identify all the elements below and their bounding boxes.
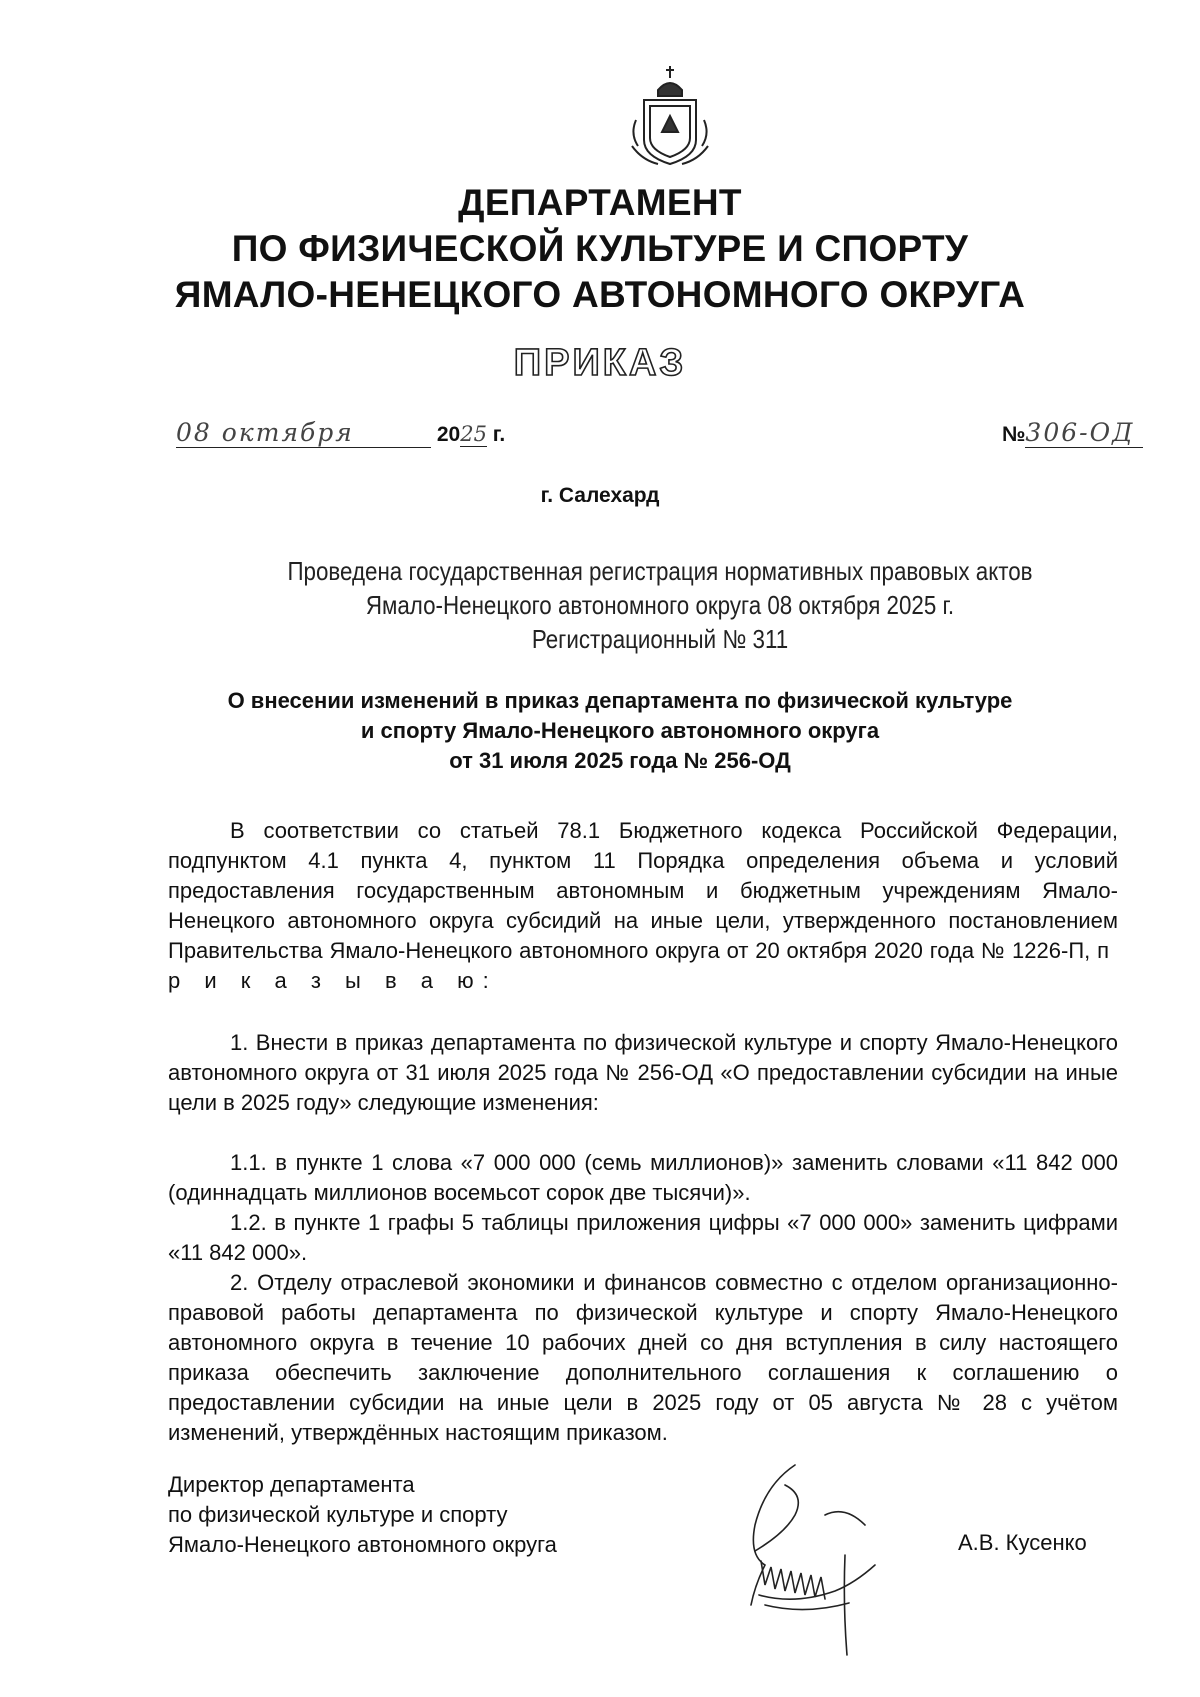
order-year-prefix: 20 [436,423,461,446]
order-date-line [176,418,505,448]
department-title-line-1: ДЕПАРТАМЕНТ [458,182,742,223]
order-number-handwritten: 306-ОД [1025,418,1143,448]
city-name: г. Салехард [540,484,660,507]
preamble-paragraph [168,816,1118,996]
item-1-paragraph: 1. Внести в приказ департамента по физической культуре и спорту Ямало-Ненецкого автономного округа от 31 июля 2025 года № 256-ОД «О предоставлении субсидии на иные цели в 2025 году» следующие изменения: [168,1030,1118,1115]
order-word: п р и к а з ы в а ю: [168,938,1118,993]
signer-position-line-1: Директор департамента [168,1472,415,1497]
document-type-heading [0,342,1200,385]
handwritten-signature [725,1455,895,1665]
item-1-1-paragraph: 1.1. в пункте 1 слова «7 000 000 (семь миллионов)» заменить словами «11 842 000 (одиннадцать миллионов восемьсот сорок две тысячи)». [168,1150,1118,1205]
signer-position [168,1470,557,1560]
signer-name: А.В. Кусенко [958,1530,1087,1555]
subject-line-2: и спорту Ямало-Ненецкого автономного округа [360,718,880,743]
order-number-prefix: № [1002,423,1026,446]
order-year-suffix: г. [492,423,506,446]
signer-position-line-3: Ямало-Ненецкого автономного округа [168,1532,557,1557]
subject-line-3: от 31 июля 2025 года № 256-ОД [449,748,791,773]
order-number-line [1002,418,1143,448]
registration-line-3: Регистрационный № 311 [531,624,789,654]
preamble-text: В соответствии со статьей 78.1 Бюджетного кодекса Российской Федерации, подпунктом 4.1 пункта 4, пунктом 11 Порядка определения объема и условий предоставления государственным автономным и бюджетным учреждениям Ямало-Ненецкого автономного округа субсидий на иные цели, утвержденного постановлением Правительства Ямало-Ненецкого автономного округа от 20 октября 2020 года № 1226-П, [168,818,1118,963]
registration-line-2: Ямало-Ненецкого автономного округа 08 октября 2025 г. [365,590,955,620]
order-date-handwritten: 08 октября [176,418,431,448]
document-type-label: ПРИКАЗ [513,342,687,384]
item-1-2-paragraph: 1.2. в пункте 1 графы 5 таблицы приложения цифры «7 000 000» заменить цифрами «11 842 000». [168,1210,1118,1265]
department-title [0,180,1200,318]
subject-line-1: О внесении изменений в приказ департамента по физической культуре [227,688,1013,713]
order-year [437,422,487,447]
order-year-handwritten: 25 [460,422,487,446]
signer-position-line-2: по физической культуре и спорту [168,1502,508,1527]
coat-of-arms-emblem [622,60,718,170]
order-subject [120,686,1120,776]
registration-line-1: Проведена государственная регистрация нормативных правовых актов [287,556,1033,586]
department-title-line-3: ЯМАЛО-НЕНЕЦКОГО АВТОНОМНОГО ОКРУГА [174,274,1026,315]
registration-stamp-text [0,554,1200,656]
item-2-paragraph: 2. Отделу отраслевой экономики и финансов совместно с отделом организационно-правовой работы департамента по физической культуре и спорту Ямало-Ненецкого автономного округа в течение 10 рабочих дней со дня вступления в силу настоящего приказа обеспечить заключение дополнительного соглашения к соглашению о предоставлении субсидии на иные цели в 2025 году от 05 августа № 28 с учётом изменений, утверждённых настоящим приказом. [168,1270,1118,1445]
department-title-line-2: ПО ФИЗИЧЕСКОЙ КУЛЬТУРЕ И СПОРТУ [231,228,969,269]
